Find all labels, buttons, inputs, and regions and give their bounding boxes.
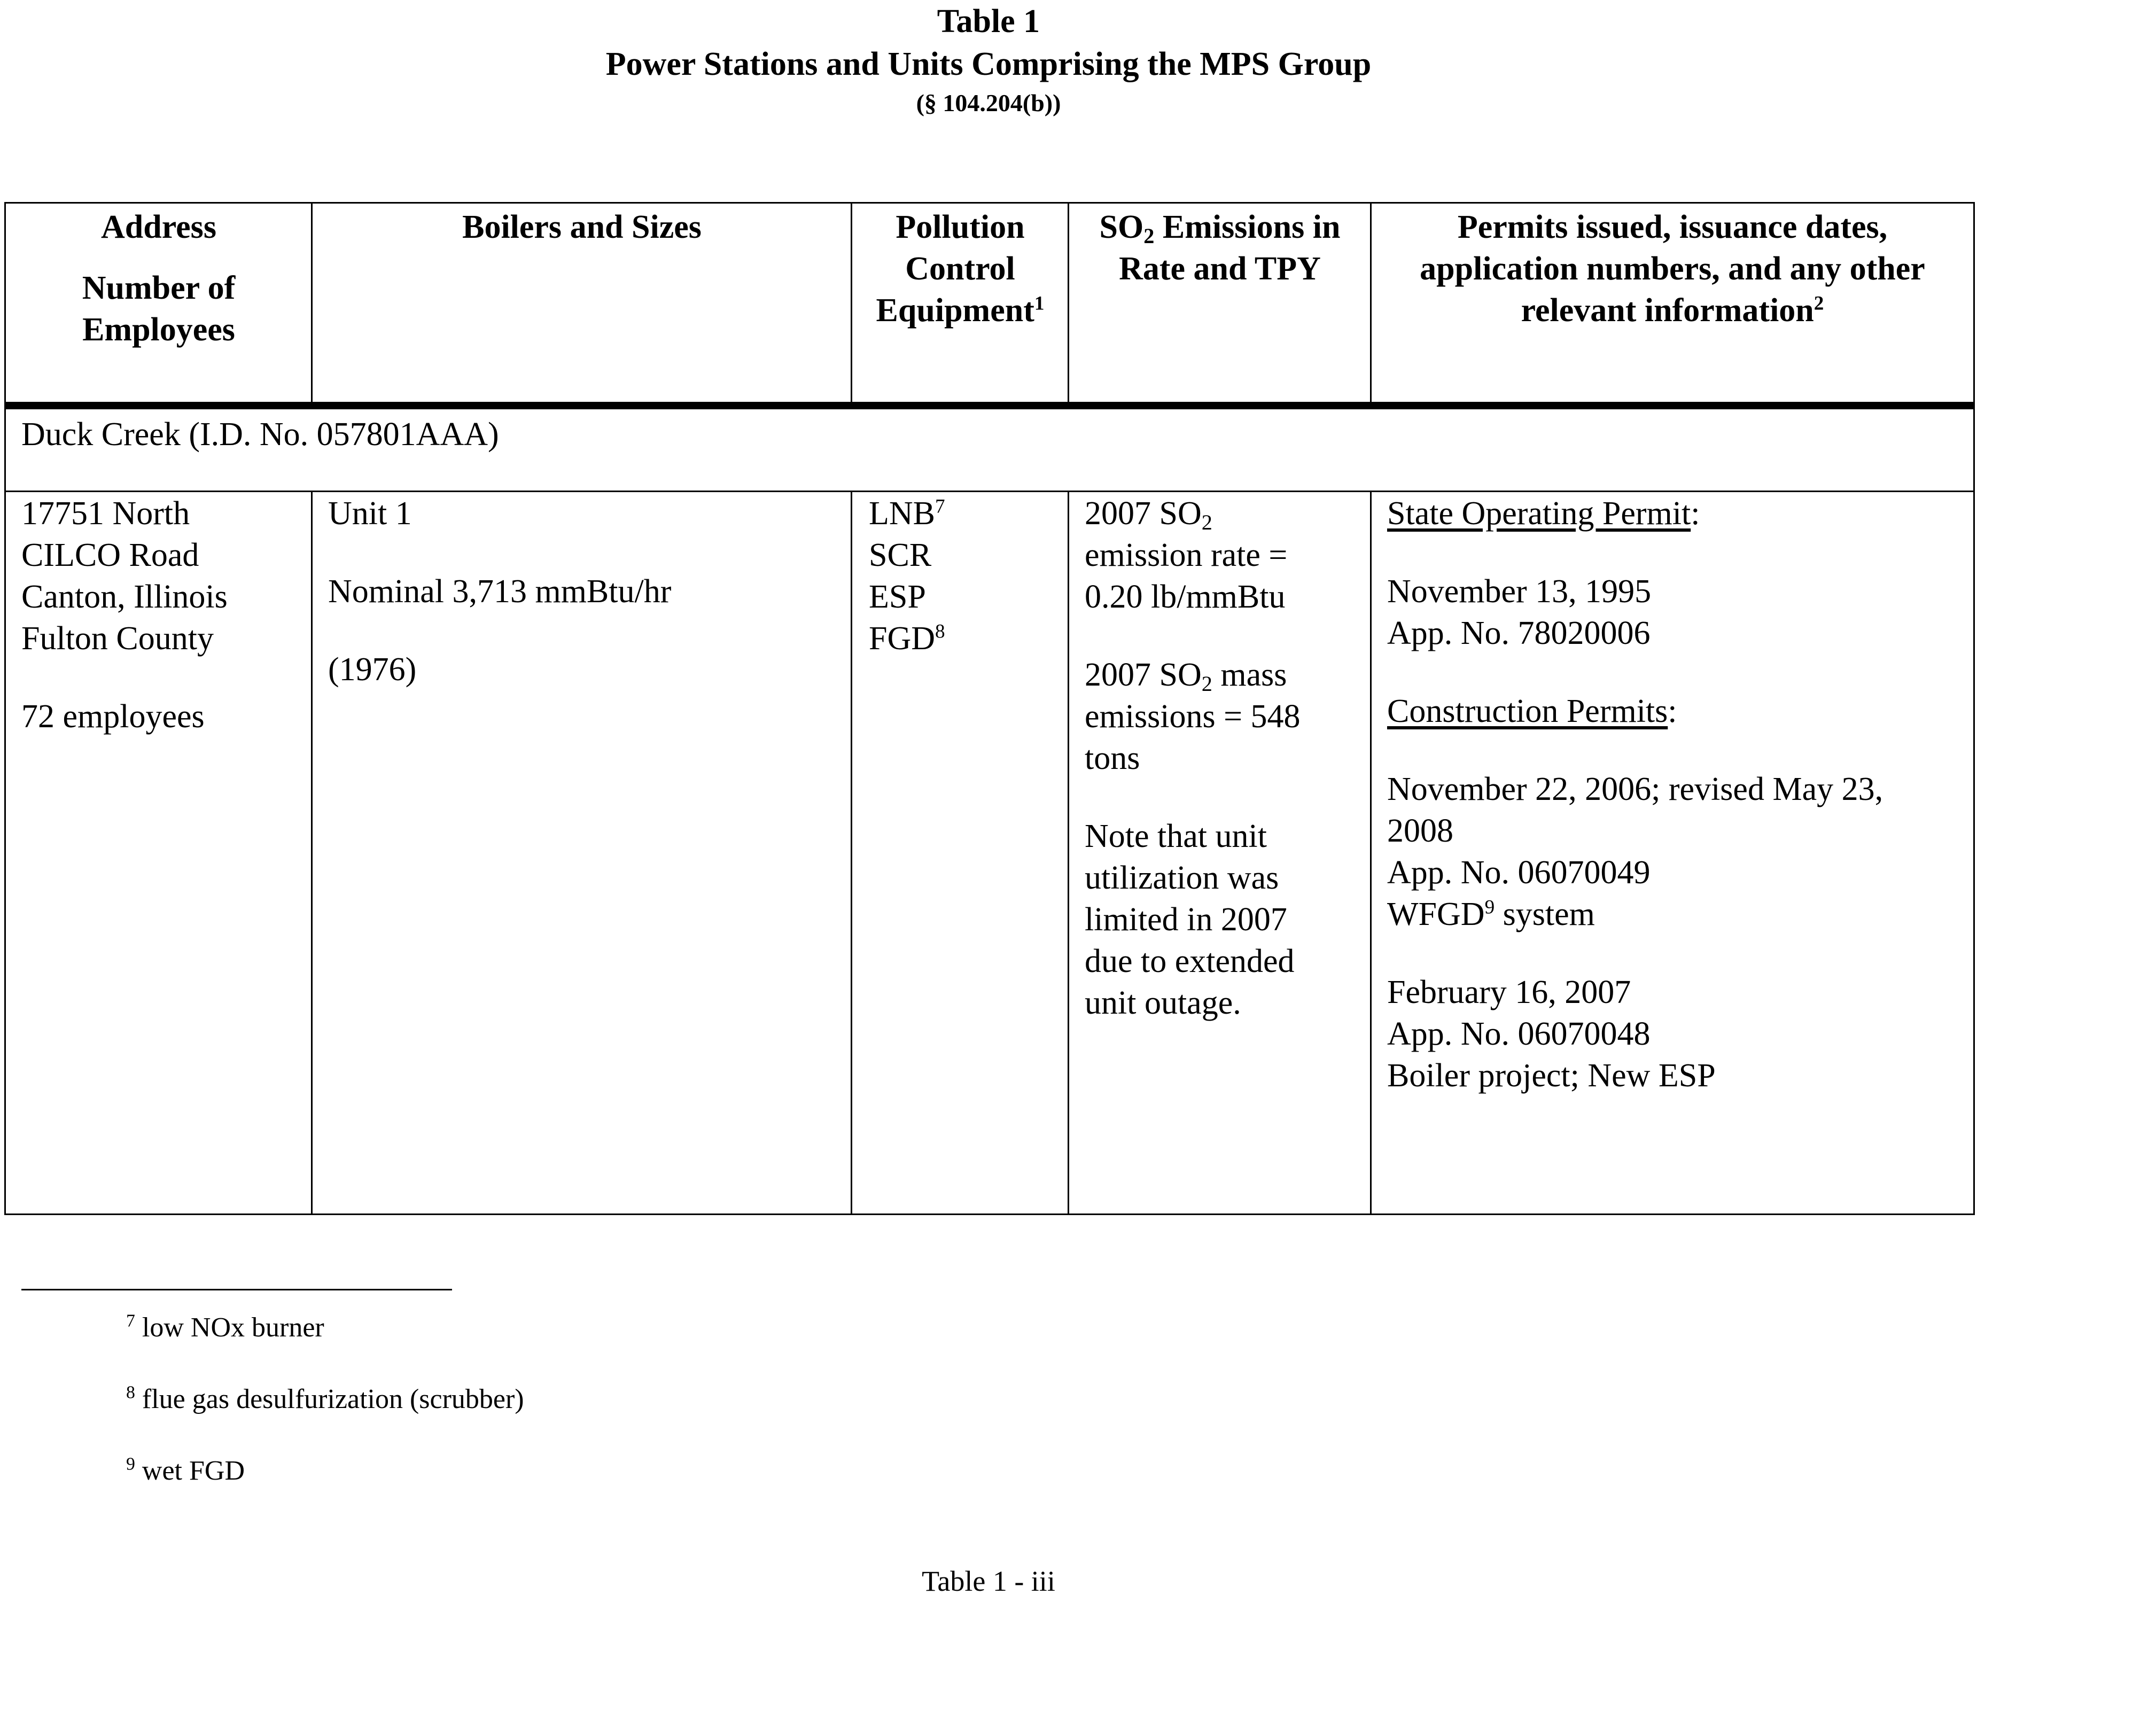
emission-mass-value: emissions = 548 — [1085, 698, 1301, 735]
address-cell — [21, 493, 310, 737]
column-divider — [1068, 492, 1069, 1215]
column-header-address — [6, 206, 311, 351]
equipment-item: FGD$^8$ — [869, 620, 945, 657]
emission-rate-line: emission rate = — [1085, 537, 1288, 573]
column-header-permits: Permits issued, issuance dates, application numbers, and any other relevant information$^2$ — [1420, 209, 1925, 329]
column-header-so2-emissions: $SO_2$ Emissions in Rate and TPY — [1099, 209, 1341, 287]
construction-permit-date: February 16, 2007 — [1387, 974, 1631, 1010]
footnote-ref: 2 — [1813, 292, 1824, 315]
address-line: 17751 North — [21, 495, 190, 532]
column-divider — [311, 202, 313, 403]
station-name: Duck Creek (I.D. No. 057801AAA) — [21, 416, 499, 453]
construction-permit-app: App. No. 06070048 — [1387, 1016, 1651, 1052]
construction-permit-date: November 22, 2006; revised May 23, — [1387, 771, 1883, 807]
unit-name: Unit 1 — [328, 495, 412, 532]
emission-note-line: unit outage. — [1085, 985, 1241, 1021]
column-divider — [1370, 202, 1372, 403]
state-permit-heading: State Operating Permit: — [1387, 495, 1700, 532]
column-divider — [311, 492, 313, 1215]
footnote-ref: 9 — [1484, 896, 1495, 919]
construction-permit-date: 2008 — [1387, 813, 1453, 849]
permits-cell — [1387, 493, 1970, 1096]
column-divider — [1370, 492, 1372, 1215]
equipment-item: LNB$^7$ — [869, 495, 945, 532]
column-header-boilers: Boilers and Sizes — [462, 209, 702, 245]
boilers-cell — [328, 493, 846, 690]
boiler-year: (1976) — [328, 651, 417, 688]
footnote: $^8$ flue gas desulfurization (scrubber) — [126, 1382, 524, 1414]
station-divider-rule — [4, 491, 1975, 492]
employees-label: Number of Employees — [82, 270, 236, 348]
footnote-ref: 8 — [935, 620, 945, 643]
equipment-item: ESP — [869, 579, 926, 615]
page-label: Table 1 - iii — [922, 1565, 1055, 1597]
construction-permit-desc: Boiler project; New ESP — [1387, 1057, 1716, 1094]
section-reference: (§ 104.204(b)) — [916, 89, 1061, 116]
construction-permit-desc: WFGD$^9$ system — [1387, 896, 1595, 932]
table-number: Table 1 — [937, 3, 1040, 40]
address-line: Canton, Illinois — [21, 579, 228, 615]
emission-rate-value: 0.20 lb/mmBtu — [1085, 579, 1286, 615]
header-divider-rule — [4, 402, 1975, 409]
emission-rate-line: 2007 $SO_2$ — [1085, 495, 1212, 535]
state-permit-date: November 13, 1995 — [1387, 573, 1652, 610]
footnote-separator — [21, 1289, 452, 1290]
footnote-ref: 7 — [935, 495, 945, 518]
column-divider — [851, 492, 852, 1215]
emission-note-line: utilization was — [1085, 860, 1279, 896]
emission-mass-line: 2007 $SO_2$ mass — [1085, 657, 1287, 696]
address-label: Address — [101, 209, 216, 245]
emission-note-line: limited in 2007 — [1085, 901, 1287, 938]
emission-note-line: due to extended — [1085, 943, 1295, 979]
emission-mass-unit: tons — [1085, 740, 1140, 776]
equipment-item: SCR — [869, 537, 932, 573]
column-divider — [851, 202, 852, 403]
table-title: Power Stations and Units Comprising the MPS Group — [605, 46, 1372, 82]
pollution-control-cell — [869, 493, 1067, 659]
state-permit-app: App. No. 78020006 — [1387, 615, 1651, 651]
boiler-size: Nominal 3,713 mmBtu/hr — [328, 573, 672, 610]
construction-permits-heading: Construction Permits: — [1387, 693, 1677, 729]
employee-count: 72 employees — [21, 698, 205, 735]
address-line: CILCO Road — [21, 537, 199, 573]
construction-permit-app: App. No. 06070049 — [1387, 854, 1651, 891]
address-line: Fulton County — [21, 620, 214, 657]
column-header-pollution-control: Pollution Control Equipment$^1$ — [876, 209, 1045, 329]
so2-emissions-cell — [1085, 493, 1368, 1024]
footnote: $^7$ low NOx burner — [126, 1311, 324, 1343]
footnote-ref: 1 — [1034, 292, 1045, 315]
column-divider — [1068, 202, 1069, 403]
footnote: $^9$ wet FGD — [126, 1454, 245, 1486]
emission-note-line: Note that unit — [1085, 818, 1267, 854]
